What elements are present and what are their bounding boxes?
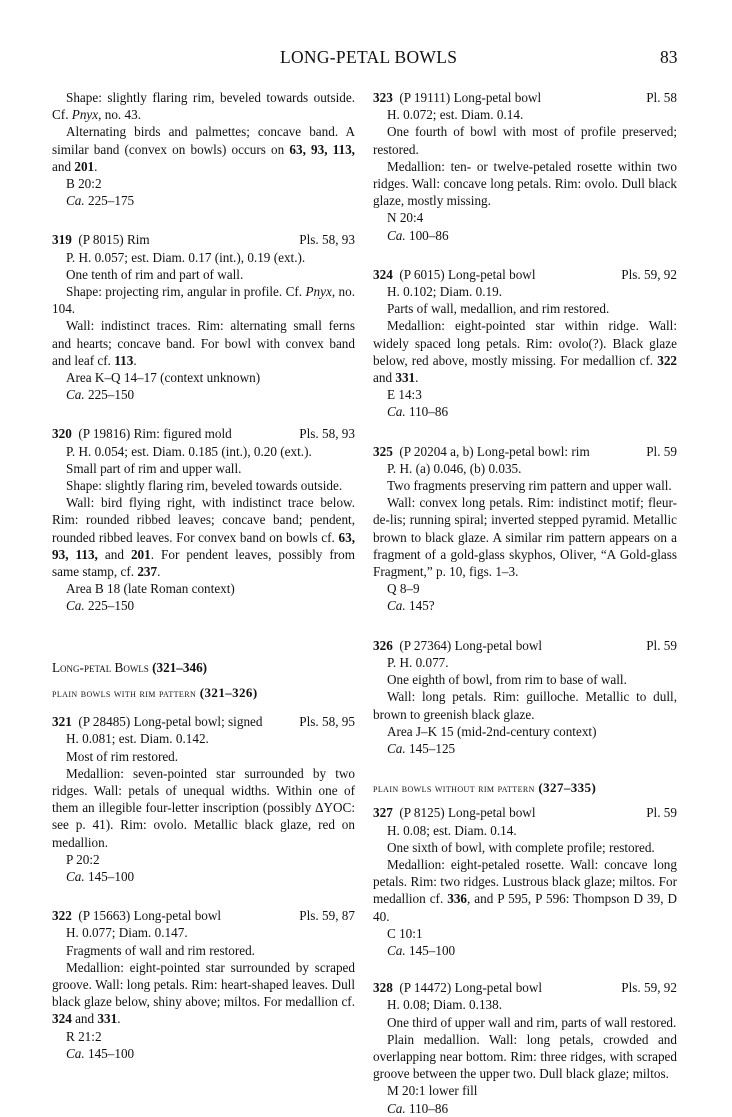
entry-320 [52,425,355,614]
section-title: Long-petal Bowls (321–346) [52,659,208,675]
dimensions: H. 0.102; Diam. 0.19. [387,284,503,300]
fragment-text: Small part of rim and upper wall. [66,460,242,476]
running-header [0,47,732,71]
date: Ca. 145–100 [66,1045,135,1061]
page-number: 83 [660,47,678,67]
entry-325 [373,443,677,615]
date: Ca. 145–125 [387,740,456,756]
dimensions: H. 0.077; Diam. 0.147. [66,925,188,941]
fragment-text: Two fragments preserving rim pattern and upper wall. [387,478,672,494]
date: Ca. 110–86 [387,404,449,420]
deposit: E 14:3 [387,387,422,403]
dimensions: P. H. 0.054; est. Diam. 0.185 (int.), 0.20 (ext.). [66,443,312,459]
fragment-text: Fragments of wall and rim restored. [66,942,255,958]
entry-heading: 328 (P 14472) Long-petal bowl Pls. 59, 92 [373,980,677,996]
entry-heading: 323 (P 19111) Long-petal bowl Pl. 58 [373,90,677,105]
fragment-text: One tenth of rim and part of wall. [66,266,244,282]
deposit: Q 8–9 [387,581,420,597]
date: Ca. 145? [387,598,435,614]
date: Ca. 110–86 [387,1100,449,1116]
entry-heading: 327 (P 8125) Long-petal bowl Pl. 59 [373,805,677,821]
description-text: Medallion: seven-pointed star surrounded by two ridges. Wall: petals of unequal widths. Within one of them an illegible four-letter inscription (possibly ΔYOC: see p. 41). Rim: ovolo. Metallic black glaze, red on medallion. [52,765,355,850]
entry-heading: 326 (P 27364) Long-petal bowl Pl. 59 [373,637,677,653]
entry-319 [52,231,355,403]
entry-321 [52,713,355,885]
description-text: Wall: convex long petals. Rim: indistinct motif; fleur-de-lis; running spiral; inverted stepped pyramid. Metallic brown to black glaze. A similar rim pattern appears on a fragment of a gold-glass skyphos, Oliver, “A Gold-glass Fragment,” p. 10, figs. 1–3. [373,495,677,580]
fragment-text: Parts of wall, medallion, and rim restored. [387,301,610,317]
description-text: Plain medallion. Wall: long petals, crowded and overlapping near bottom. Rim: three ridges, with scraped groove between the upper two. Dull black glaze; miltos. [373,1031,677,1082]
fragment-text: One eighth of bowl, from rim to base of wall. [387,672,627,688]
entry-heading: 320 (P 19816) Rim: figured mold Pls. 58, 93 [52,426,355,442]
shape-text: Shape: slightly flaring rim, beveled towards outside. Cf. Pnyx, no. 43. [52,90,355,123]
description-text: Medallion: ten- or twelve-petaled rosette within two ridges. Wall: concave long petals. Rim: ovolo. Dull black glaze, mostly missing. [373,158,677,209]
fragment-text: One third of upper wall and rim, parts of wall restored. [387,1014,677,1030]
area: Area B 18 (late Roman context) [66,581,235,597]
entry-heading: 319 (P 8015) Rim Pls. 58, 93 [52,232,355,248]
entry-heading: 324 (P 6015) Long-petal bowl Pls. 59, 92 [373,266,677,282]
description-text: Alternating birds and palmettes; concave band. A similar band (convex on bowls) occurs on 63, 93, 113, and 201. [52,124,355,174]
date: Ca. 100–86 [387,227,449,243]
entry-328 [373,979,677,1117]
dimensions: H. 0.08; Diam. 0.138. [387,997,503,1013]
dimensions: P. H. 0.057; est. Diam. 0.17 (int.), 0.19 (ext.). [66,249,306,265]
description-text: Medallion: eight-pointed star surrounded by scraped groove. Wall: long petals. Rim: heart-shaped leaves. Dull black glaze below, shiny above; miltos. For medallion cf. 324 and 331. [52,959,355,1027]
deposit: N 20:4 [387,210,424,226]
dimensions: P. H. (a) 0.046, (b) 0.035. [387,460,522,476]
entry-heading: 325 (P 20204 a, b) Long-petal bowl: rim Pl. 59 [373,443,677,459]
dimensions: H. 0.072; est. Diam. 0.14. [387,107,524,123]
entry-318-continued [52,89,355,209]
dimensions: P. H. 0.077. [387,654,449,670]
entry-heading: 322 (P 15663) Long-petal bowl Pls. 59, 87 [52,908,355,924]
deposit: B 20:2 [66,176,102,192]
deposit: P 20:2 [66,851,100,867]
date: Ca. 225–175 [66,193,135,209]
area: Area J–K 15 (mid-2nd-century context) [387,723,597,739]
fragment-text: One fourth of bowl with most of profile preserved; restored. [373,124,677,157]
description-text: Medallion: eight-petaled rosette. Wall: concave long petals. Rim: two ridges. Lustrous black glaze; miltos. For medallion cf. 336, and P 595, P 596: Thompson D 39, D 40. [373,856,678,924]
area: Area K–Q 14–17 (context unknown) [66,370,261,386]
description-text: Medallion: eight-pointed star within ridge. Wall: widely spaced long petals. Rim: ovolo(?). Black glaze below, red above, mostly missing. For medallion cf. 322 and 331. [373,318,677,386]
shape-text: Shape: slightly flaring rim, beveled towards outside. [66,478,343,494]
date: Ca. 225–150 [66,598,135,614]
date: Ca. 145–100 [387,942,456,958]
running-title: LONG-PETAL BOWLS [280,47,458,67]
fragment-text: Most of rim restored. [66,748,179,764]
left-column [52,89,355,1062]
dimensions: H. 0.08; est. Diam. 0.14. [387,822,517,838]
dimensions: H. 0.081; est. Diam. 0.142. [66,731,209,747]
deposit: C 10:1 [387,925,423,941]
wall-text: Wall: bird flying right, with indistinct trace below. Rim: rounded ribbed leaves; concave band; pendent, rounded ribbed leaves. For convex band on bowls cf. 63, 93, 113, and 201. For pendent leaves, possibly from same stamp, cf. 237. [52,495,355,580]
entry-324 [373,266,677,421]
subsection-title: plain bowls without rim pattern (327–335) [373,780,597,796]
deposit: M 20:1 lower fill [387,1083,478,1099]
right-column [373,89,677,1117]
date: Ca. 225–150 [66,387,135,403]
fragment-text: One sixth of bowl, with complete profile; restored. [387,839,655,855]
entry-326 [373,637,677,757]
entry-323 [373,89,677,244]
entry-327 [373,804,677,959]
deposit: R 21:2 [66,1028,102,1044]
date: Ca. 145–100 [66,868,135,884]
description-text: Wall: long petals. Rim: guilloche. Metallic to dull, brown to greenish black glaze. [373,689,677,722]
shape-text: Shape: projecting rim, angular in profile. Cf. Pnyx, no. 104. [52,284,356,317]
subsection-title: plain bowls with rim pattern (321–326) [52,684,258,700]
wall-text: Wall: indistinct traces. Rim: alternating small ferns and hearts; concave band. For bowl with convex band and leaf cf. 113. [52,318,355,368]
entry-heading: 321 (P 28485) Long-petal bowl; signed Pls. 58, 95 [52,714,355,730]
entry-322 [52,907,355,1062]
